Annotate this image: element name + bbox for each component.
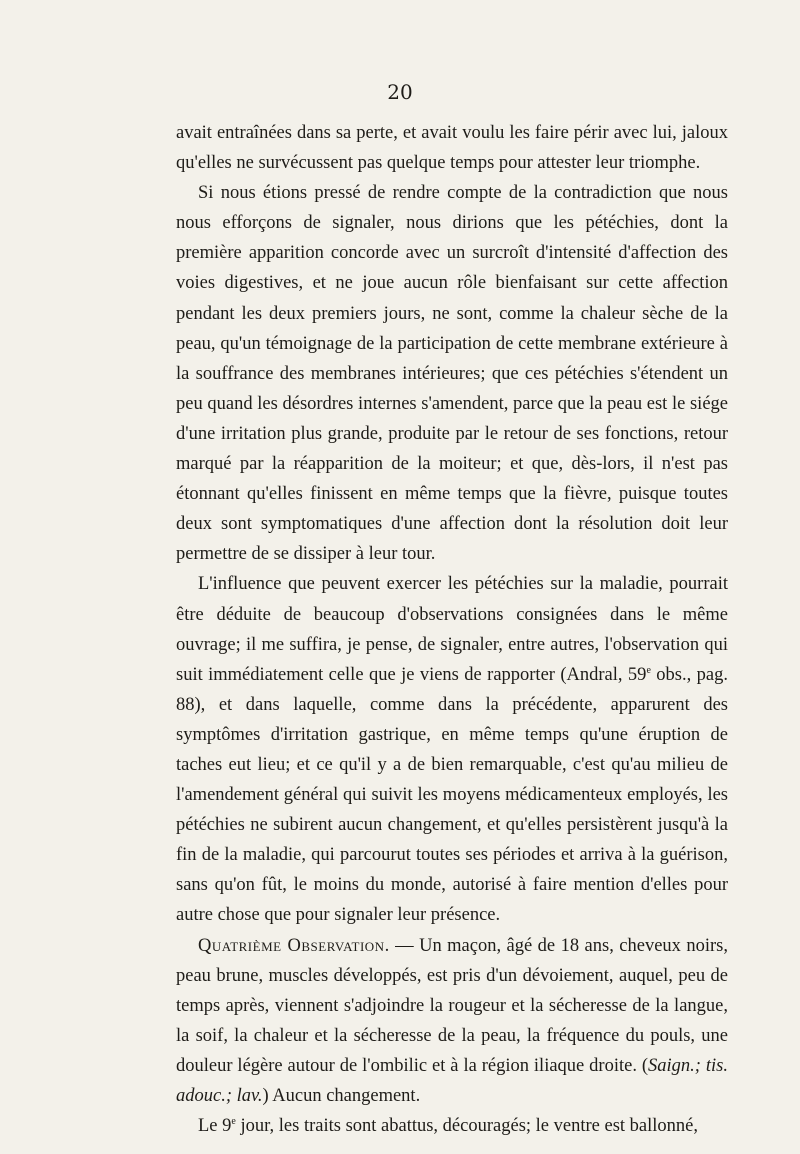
paragraph-3-text-a: L'influence que peuvent exercer les pétéchies sur la maladie, pourrait être déduite de beaucoup d'observations consignées dans le même ouvrage; il me suffira, je pense, de signaler, entre autres, l'observation qui suit immédiatement celle que je viens de rapporter (Andral, 59 (176, 574, 728, 685)
paragraph-petechies-contradiction (176, 178, 728, 569)
body-text (176, 118, 728, 1141)
paragraph-2-text: Si nous étions pressé de rendre compte de la contradiction que nous nous efforçons de signaler, nous dirions que les pétéchies, dont la première apparition concorde avec un surcroît d'intensité d'affection des voies digestives, et ne joue aucun rôle bienfaisant sur cette affection pendant les deux premiers jours, ne sont, comme la chaleur sèche de la peau, qu'un témoignage de la participation de cette membrane extérieure à la souffrance des membranes intérieures; que ces pétéchies s'étendent un peu quand les désordres internes s'amendent, parce que la peau est le siége d'une irritation plus grande, produite par le retour de ses fonctions, retour marqué par la réapparition de la moiteur; et que, dès-lors, il n'est pas étonnant qu'elles finissent en même temps que la fièvre, puisque toutes deux sont symptomatiques d'une affection dont la résolution doit leur permettre de se dissiper à leur tour. (176, 183, 728, 565)
observation-heading: Quatrième Observation. (198, 935, 390, 956)
paragraph-1-text: avait entraînées dans sa perte, et avait voulu les faire périr avec lui, jaloux qu'elles ne survécussent pas quelque temps pour attester leur triomphe. (176, 123, 728, 174)
superscript-e: e (646, 664, 651, 676)
paragraph-5-text-a: Le 9 (198, 1116, 232, 1137)
paragraph-influence-petechies (176, 569, 728, 930)
page-number: 20 (387, 80, 413, 104)
paragraph-fourth-observation (176, 931, 728, 1112)
paragraph-3-text-b: obs., pag. 88), et dans laquelle, comme dans la précédente, apparurent des symptômes d'irritation gastrique, en même temps qu'une éruption de taches eut lieu; et ce qu'il y a de bien remarquable, c'est qu'au milieu de l'amendement général qui suivit les moyens médicamenteux employés, les pétéchies ne subirent aucun changement, et qu'elles persistèrent jusqu'à la fin de la maladie, qui parcourut toutes ses périodes et arriva à la guérison, sans qu'on fût, le moins du monde, autorisé à faire mention d'elles pour autre chose que pour signaler leur présence. (176, 664, 728, 926)
paragraph-4-text-b: ) Aucun changement. (262, 1086, 421, 1106)
paragraph-continuation (176, 118, 728, 178)
paragraph-ninth-day (176, 1111, 728, 1141)
superscript-e-2: e (231, 1115, 236, 1127)
treatment-italic: Saign.; tis. adouc.; lav. (176, 1055, 729, 1106)
paragraph-4-text-a: — Un maçon, âgé de 18 ans, cheveux noirs, peau brune, muscles développés, est pris d'un dévoiement, auquel, peu de temps après, viennent s'adjoindre la rougeur et la sécheresse de la langue, la soif, la chaleur et la sécheresse de la peau, la fréquence du pouls, une douleur légère autour de l'ombilic et à la région iliaque droite. ( (176, 935, 728, 1076)
paragraph-5-text-b: jour, les traits sont abattus, découragés; le ventre est ballonné, (235, 1116, 698, 1137)
